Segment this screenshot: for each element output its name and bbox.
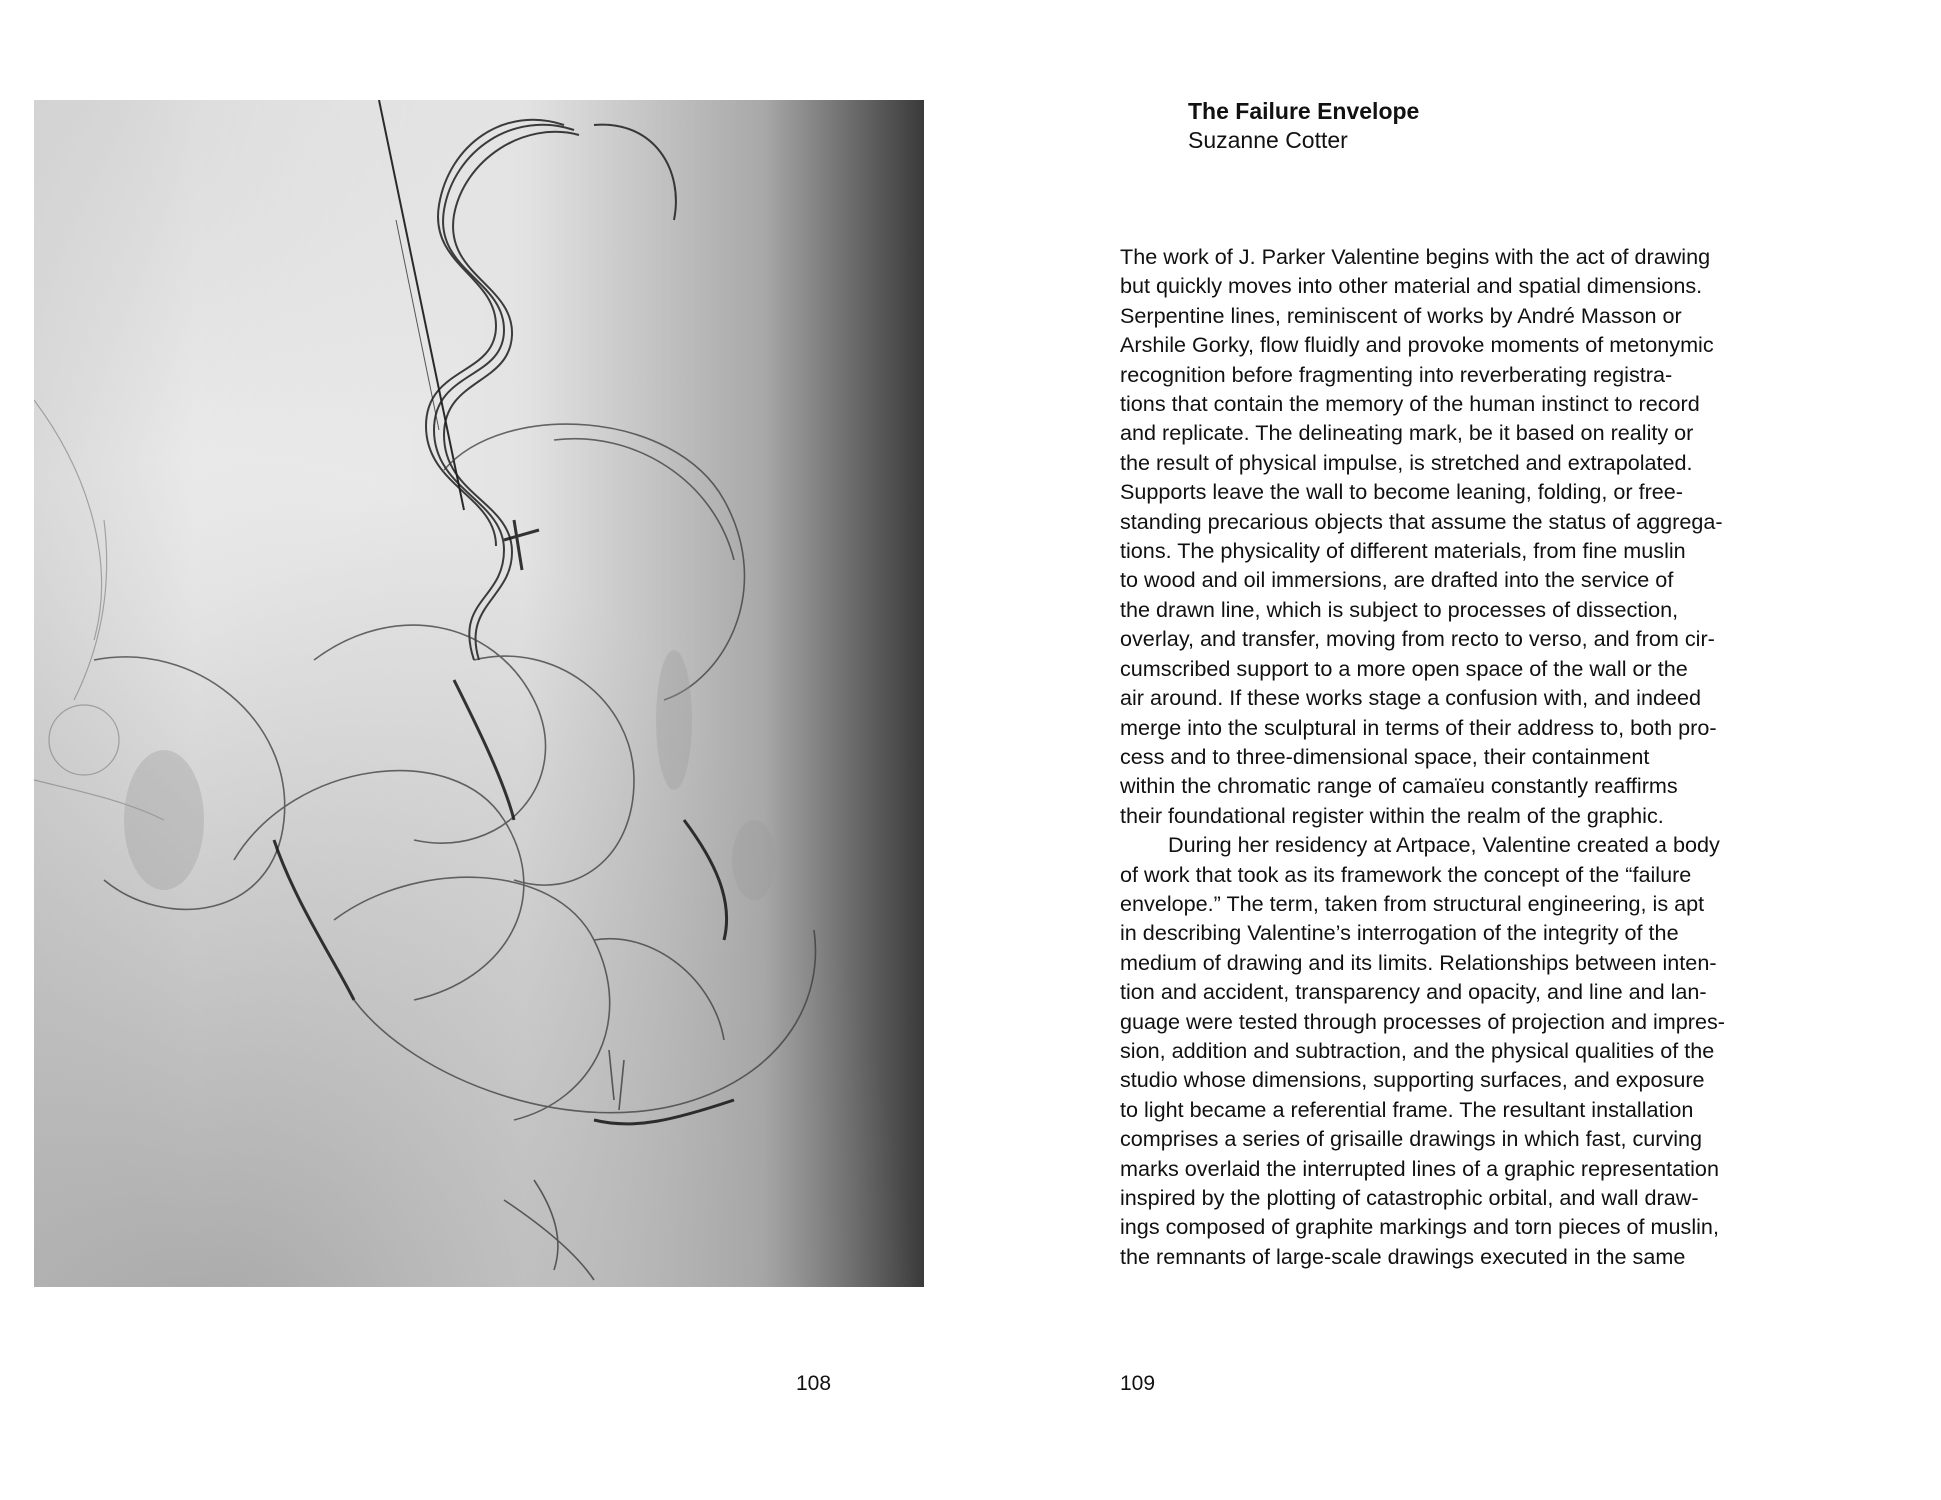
text-line: comprises a series of grisaille drawings in which fast, curving: [1120, 1126, 1703, 1152]
text-line: envelope.” The term, taken from structural engineering, is apt: [1120, 890, 1705, 916]
paragraph-1: [1120, 242, 1820, 830]
text-line: tions that contain the memory of the human instinct to record: [1120, 391, 1700, 417]
text-line: sion, addition and subtraction, and the physical qualities of the: [1120, 1037, 1715, 1063]
text-line: standing precarious objects that assume the status of aggrega-: [1120, 508, 1723, 534]
text-line: their foundational register within the realm of the graphic.: [1120, 802, 1664, 828]
artwork-image: [34, 100, 924, 1287]
text-line: Arshile Gorky, flow fluidly and provoke moments of metonymic: [1120, 332, 1714, 358]
text-line: and replicate. The delineating mark, be it based on reality or: [1120, 420, 1694, 446]
text-line: cumscribed support to a more open space of the wall or the: [1120, 655, 1688, 681]
text-line: guage were tested through processes of projection and impres-: [1120, 1008, 1725, 1034]
text-line: cess and to three-dimensional space, their containment: [1120, 743, 1650, 769]
text-line: studio whose dimensions, supporting surfaces, and exposure: [1120, 1067, 1705, 1093]
graphite-drawing-icon: [34, 100, 924, 1287]
text-line: merge into the sculptural in terms of their address to, both pro-: [1120, 714, 1717, 740]
text-line: Serpentine lines, reminiscent of works by André Masson or: [1120, 302, 1682, 328]
text-line: the result of physical impulse, is stretched and extrapolated.: [1120, 449, 1693, 475]
text-line: Supports leave the wall to become leaning, folding, or free-: [1120, 479, 1683, 505]
text-line: of work that took as its framework the concept of the “failure: [1120, 861, 1692, 887]
text-line: in describing Valentine’s interrogation of the integrity of the: [1120, 920, 1679, 946]
text-line: but quickly moves into other material and spatial dimensions.: [1120, 273, 1703, 299]
text-line: tion and accident, transparency and opacity, and line and lan-: [1120, 979, 1707, 1005]
text-line: the drawn line, which is subject to processes of dissection,: [1120, 596, 1679, 622]
page-number-left: 108: [796, 1372, 832, 1395]
essay-body: [1120, 242, 1820, 1271]
essay-title: The Failure Envelope: [1188, 98, 1420, 124]
text-line: inspired by the plotting of catastrophic orbital, and wall draw-: [1120, 1185, 1699, 1210]
text-line: medium of drawing and its limits. Relationships between inten-: [1120, 949, 1717, 975]
essay-author: Suzanne Cotter: [1188, 127, 1348, 153]
text-line: tions. The physicality of different materials, from fine muslin: [1120, 538, 1686, 564]
text-line: ings composed of graphite markings and torn pieces of muslin,: [1120, 1214, 1719, 1240]
text-line: The work of J. Parker Valentine begins with the act of drawing: [1120, 244, 1711, 269]
text-line: air around. If these works stage a confusion with, and indeed: [1120, 685, 1701, 711]
text-line: marks overlaid the interrupted lines of a graphic representation: [1120, 1155, 1719, 1181]
essay-heading: [1188, 97, 1788, 155]
paragraph-2: [1120, 830, 1820, 1271]
page-number-right: 109: [1120, 1372, 1156, 1395]
text-line: During her residency at Artpace, Valentine created a body: [1168, 832, 1720, 858]
text-line: the remnants of large-scale drawings executed in the same: [1120, 1243, 1686, 1269]
text-line: within the chromatic range of camaïeu constantly reaffirms: [1120, 773, 1678, 799]
text-line: to wood and oil immersions, are drafted into the service of: [1120, 567, 1674, 593]
text-line: to light became a referential frame. The resultant installation: [1120, 1096, 1694, 1122]
text-line: recognition before fragmenting into reverberating registra-: [1120, 361, 1673, 387]
text-line: overlay, and transfer, moving from recto to verso, and from cir-: [1120, 626, 1715, 652]
